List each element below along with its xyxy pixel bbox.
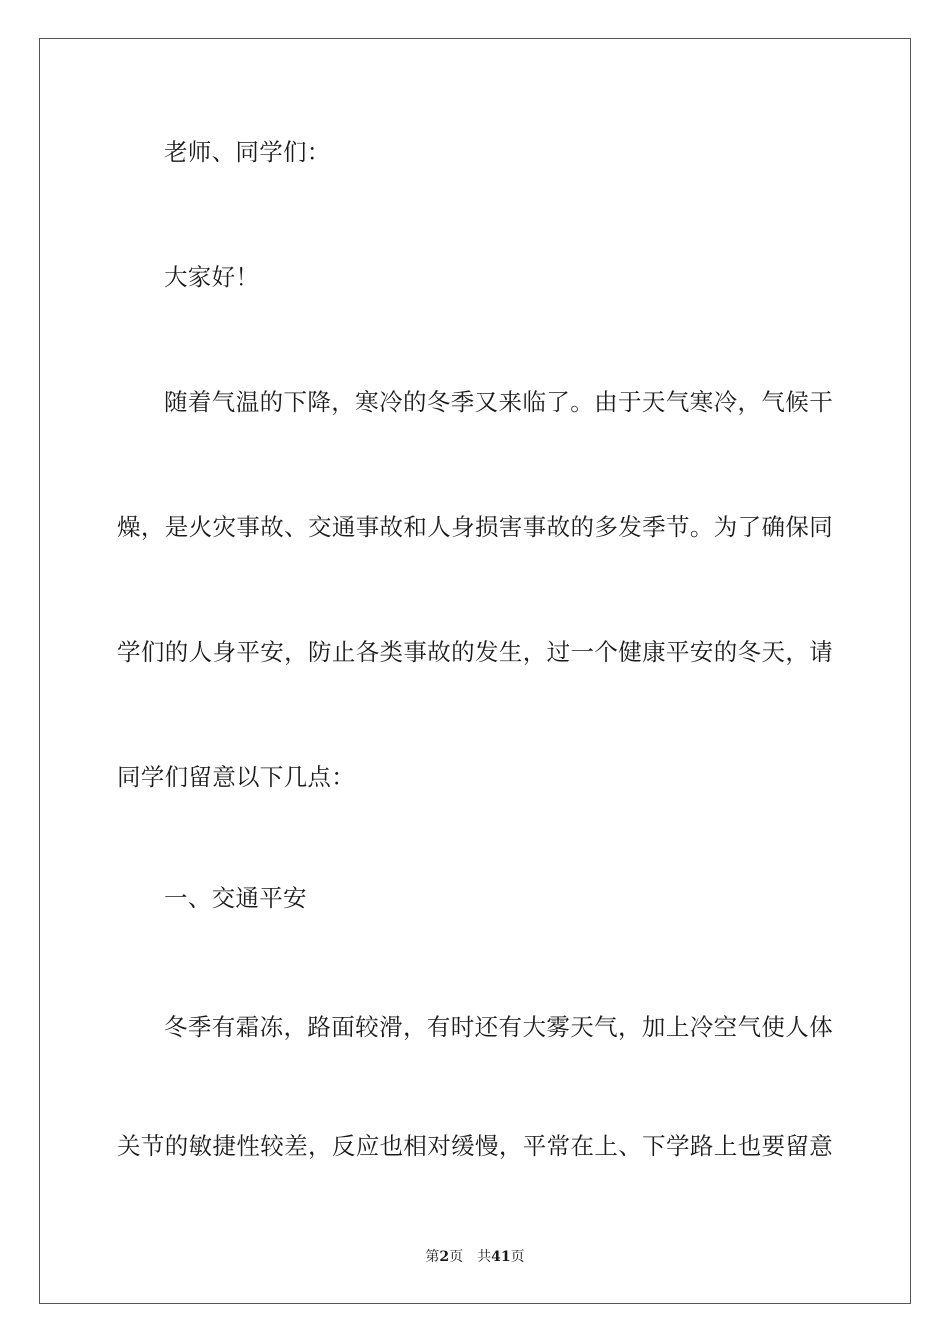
greeting-line: 大家好！ [164, 263, 260, 291]
section-heading: 一、交通平安 [164, 884, 307, 912]
paragraph-line: 随着气温的下降，寒冷的冬季又来临了。由于天气寒冷，气候干 [164, 388, 833, 416]
paragraph-line: 同学们留意以下几点： [117, 763, 355, 791]
page-number: 2 [439, 1249, 450, 1265]
paragraph-line: 学们的人身平安，防止各类事故的发生，过一个健康平安的冬天，请 [117, 638, 833, 666]
page-suffix: 页 [449, 1249, 464, 1265]
paragraph-line: 燥，是火灾事故、交通事故和人身损害事故的多发季节。为了确保同 [117, 513, 833, 541]
total-prefix: 共 [477, 1249, 492, 1265]
page-border [39, 38, 911, 1304]
page-prefix: 第 [425, 1249, 440, 1265]
paragraph-line: 冬季有霜冻，路面较滑，有时还有大雾天气，加上冷空气使人体 [164, 1013, 833, 1041]
salutation-line: 老师、同学们： [164, 138, 331, 166]
total-suffix: 页 [510, 1249, 525, 1265]
total-pages: 41 [491, 1249, 511, 1265]
paragraph-line: 关节的敏捷性较差，反应也相对缓慢，平常在上、下学路上也要留意 [117, 1132, 833, 1160]
page-footer [0, 1248, 950, 1266]
